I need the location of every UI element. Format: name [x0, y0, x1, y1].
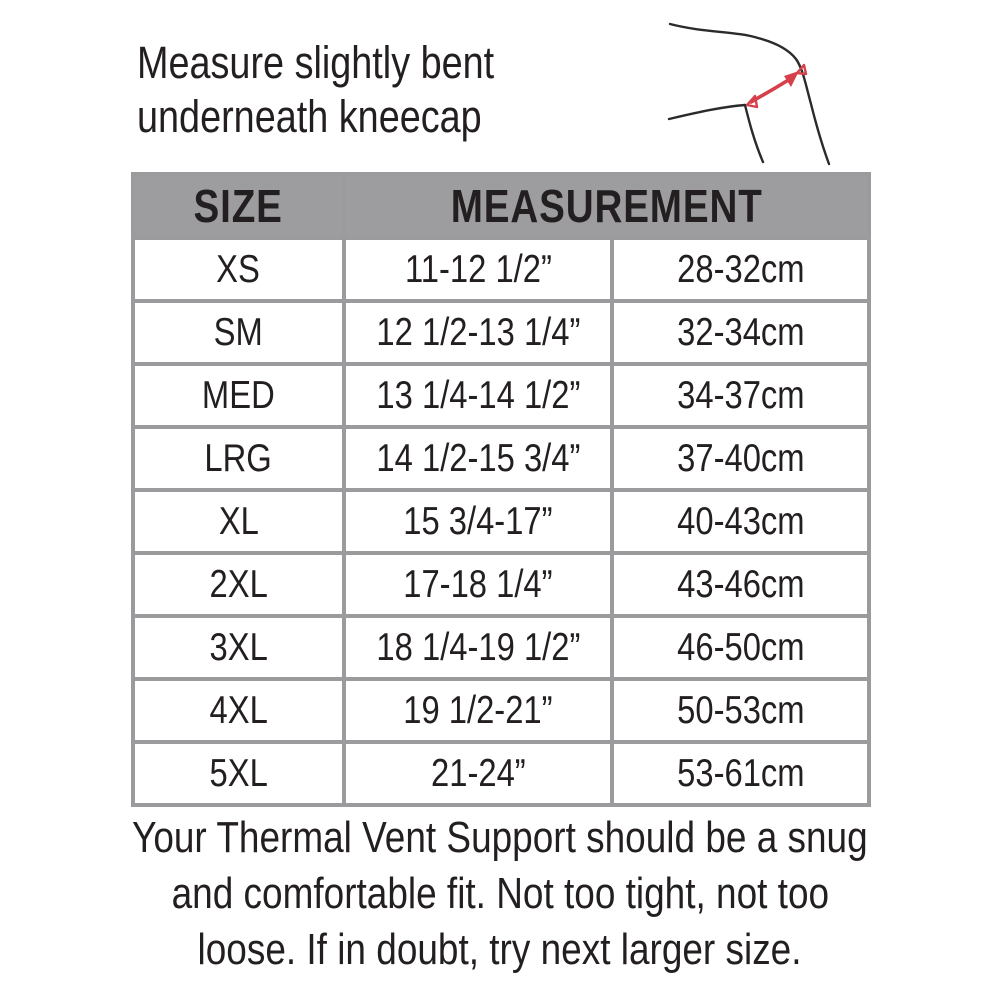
note-line-1: Your Thermal Vent Support should be a snug — [132, 813, 868, 862]
inches-cell: 14 1/2-15 3/4” — [344, 427, 612, 490]
cm-cell: 50-53cm — [612, 679, 869, 742]
table-row — [133, 679, 869, 742]
knee-measure-diagram — [655, 6, 860, 170]
table-header-row — [133, 174, 869, 238]
cm-cell: 32-34cm — [612, 301, 869, 364]
table-row — [133, 364, 869, 427]
inches-cell: 17-18 1/4” — [344, 553, 612, 616]
note-line-3: loose. If in doubt, try next larger size. — [198, 925, 802, 974]
cm-cell: 28-32cm — [612, 238, 869, 301]
inches-cell: 11-12 1/2” — [344, 238, 612, 301]
cm-cell: 34-37cm — [612, 364, 869, 427]
inches-cell: 18 1/4-19 1/2” — [344, 616, 612, 679]
size-cell: 5XL — [133, 742, 344, 805]
size-cell: XL — [133, 490, 344, 553]
cm-cell: 40-43cm — [612, 490, 869, 553]
table-row — [133, 553, 869, 616]
cm-cell: 53-61cm — [612, 742, 869, 805]
table-row — [133, 301, 869, 364]
cm-cell: 43-46cm — [612, 553, 869, 616]
inches-cell: 15 3/4-17” — [344, 490, 612, 553]
measurement-column-header: MEASUREMENT — [344, 174, 869, 238]
inches-cell: 13 1/4-14 1/2” — [344, 364, 612, 427]
measurement-arrow-icon — [747, 65, 806, 107]
table-row — [133, 238, 869, 301]
size-cell: 3XL — [133, 616, 344, 679]
size-cell: 2XL — [133, 553, 344, 616]
size-cell: SM — [133, 301, 344, 364]
size-column-header: SIZE — [133, 174, 344, 238]
size-cell: 4XL — [133, 679, 344, 742]
heading-line-2: underneath kneecap — [137, 91, 482, 142]
inches-cell: 19 1/2-21” — [344, 679, 612, 742]
heading-line-1: Measure slightly bent — [137, 37, 495, 88]
inches-cell: 21-24” — [344, 742, 612, 805]
table-row — [133, 616, 869, 679]
size-cell: XS — [133, 238, 344, 301]
size-chart-table — [131, 172, 871, 807]
table-row — [133, 490, 869, 553]
measure-instruction-heading — [137, 36, 562, 144]
note-line-2: and comfortable fit. Not too tight, not too — [171, 869, 829, 918]
leg-outline-lines — [669, 24, 829, 164]
table-row — [133, 427, 869, 490]
inches-cell: 12 1/2-13 1/4” — [344, 301, 612, 364]
cm-cell: 37-40cm — [612, 427, 869, 490]
cm-cell: 46-50cm — [612, 616, 869, 679]
fit-advice-note — [0, 810, 1000, 978]
size-cell: MED — [133, 364, 344, 427]
table-row — [133, 742, 869, 805]
size-cell: LRG — [133, 427, 344, 490]
